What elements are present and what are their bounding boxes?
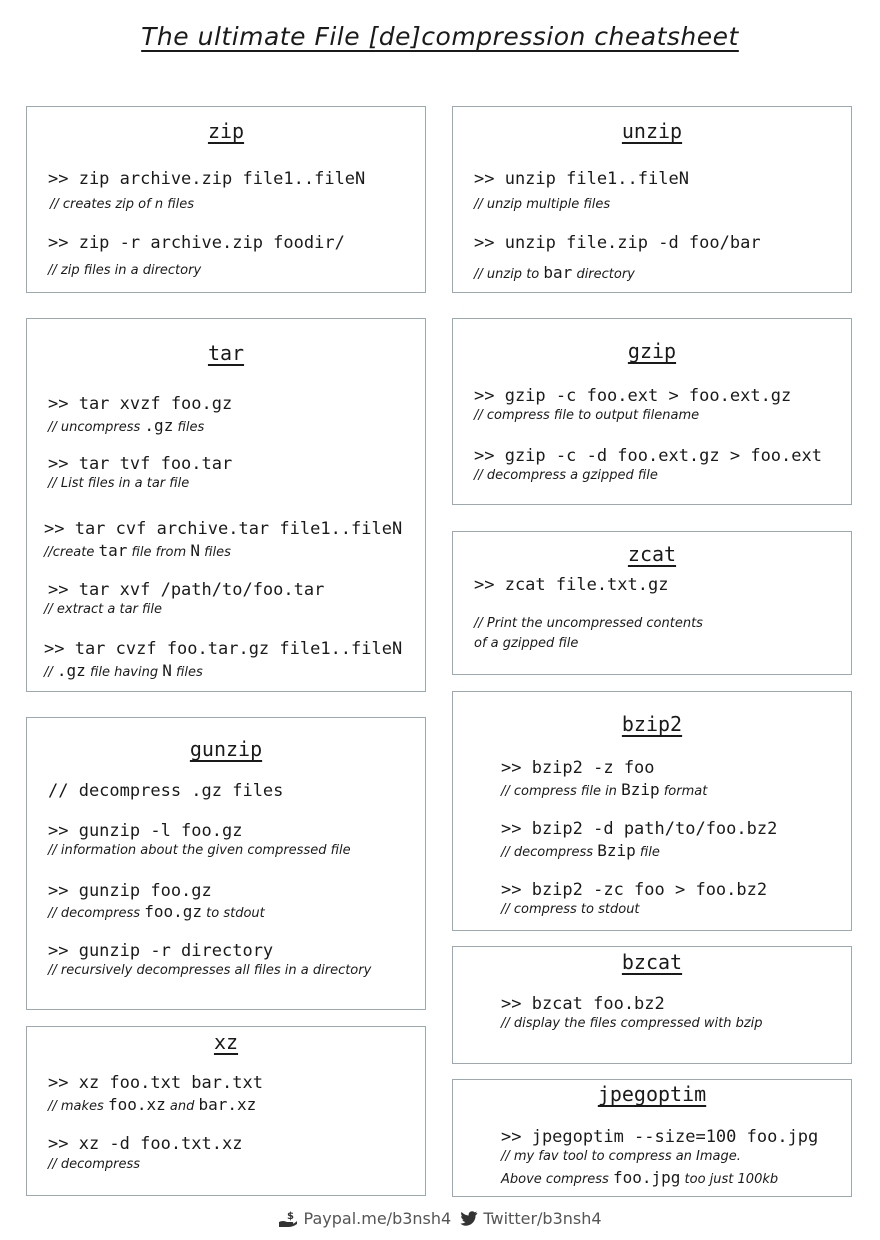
comment-text: to stdout bbox=[206, 906, 265, 921]
paypal-hand-icon bbox=[278, 1210, 298, 1228]
command-line: >> unzip file.zip -d foo/bar bbox=[474, 233, 761, 253]
comment-line: // information about the given compressed file bbox=[48, 843, 351, 858]
command-line: >> tar tvf foo.tar bbox=[48, 454, 233, 474]
card-title-xz: xz bbox=[213, 1030, 239, 1054]
comment-text: // decompress bbox=[48, 906, 141, 921]
comment-text: // bbox=[44, 665, 53, 680]
inline-code: N bbox=[190, 541, 200, 560]
command-line: >> tar cvzf foo.tar.gz file1..fileN bbox=[44, 639, 403, 659]
inline-code: foo.xz bbox=[107, 1095, 166, 1114]
command-line: >> zip -r archive.zip foodir/ bbox=[48, 233, 345, 253]
card-unzip bbox=[452, 106, 852, 293]
comment-line bbox=[48, 902, 265, 921]
command-line: >> xz -d foo.txt.xz bbox=[48, 1134, 243, 1154]
comment-line: // decompress bbox=[48, 1157, 141, 1172]
comment-text: // uncompress bbox=[48, 420, 141, 435]
comment-text: // decompress bbox=[501, 845, 594, 860]
card-zip bbox=[26, 106, 426, 293]
svg-text:$: $ bbox=[287, 1210, 295, 1222]
command-line: >> tar xvf /path/to/foo.tar bbox=[48, 580, 325, 600]
comment-line: // my fav tool to compress an Image. bbox=[501, 1149, 741, 1164]
command-line: >> gzip -c -d foo.ext.gz > foo.ext bbox=[474, 446, 822, 466]
comment-text: and bbox=[169, 1099, 195, 1114]
card-title-bzip2: bzip2 bbox=[621, 712, 683, 736]
command-line: >> gzip -c foo.ext > foo.ext.gz bbox=[474, 386, 792, 406]
card-title-tar: tar bbox=[207, 341, 245, 365]
comment-text: // makes bbox=[48, 1099, 104, 1114]
command-line: >> gunzip -r directory bbox=[48, 941, 274, 961]
command-line: >> zcat file.txt.gz bbox=[474, 575, 669, 595]
inline-code: foo.gz bbox=[144, 902, 202, 921]
card-bzcat bbox=[452, 946, 852, 1064]
command-line: >> unzip file1..fileN bbox=[474, 169, 689, 189]
comment-text: format bbox=[663, 784, 708, 799]
command-line: >> xz foo.txt bar.txt bbox=[48, 1073, 263, 1093]
comment-text: too just 100kb bbox=[684, 1172, 779, 1187]
card-title-zip: zip bbox=[207, 119, 245, 143]
inline-code: .gz bbox=[144, 416, 174, 435]
command-line: >> zip archive.zip file1..fileN bbox=[48, 169, 366, 189]
footer bbox=[0, 1208, 880, 1228]
comment-line bbox=[44, 541, 231, 560]
comment-line bbox=[48, 416, 204, 435]
inline-code: bar bbox=[543, 263, 573, 282]
command-line: >> tar cvf archive.tar file1..fileN bbox=[44, 519, 403, 539]
comment-line bbox=[474, 263, 635, 282]
command-line: >> bzip2 -z foo bbox=[501, 758, 655, 778]
page-title: The ultimate File [de]compression cheatsheet bbox=[141, 22, 739, 51]
comment-line: // Print the uncompressed contents bbox=[474, 616, 703, 631]
comment-line: // List files in a tar file bbox=[48, 476, 190, 491]
command-line: >> gunzip foo.gz bbox=[48, 881, 212, 901]
comment-text: file bbox=[639, 845, 660, 860]
twitter-icon bbox=[460, 1211, 478, 1226]
comment-text: files bbox=[204, 545, 231, 560]
comment-line: of a gzipped file bbox=[474, 636, 579, 651]
inline-code: tar bbox=[98, 541, 128, 560]
card-gunzip bbox=[26, 717, 426, 1010]
comment-line bbox=[501, 780, 707, 799]
card-tar bbox=[26, 318, 426, 692]
command-line: >> gunzip -l foo.gz bbox=[48, 821, 243, 841]
comment-line bbox=[501, 841, 660, 860]
comment-line bbox=[44, 661, 203, 680]
comment-line: // display the files compressed with bzip bbox=[501, 1016, 763, 1031]
card-zcat bbox=[452, 531, 852, 675]
inline-code: N bbox=[162, 661, 172, 680]
comment-line: // unzip multiple files bbox=[474, 197, 611, 212]
command-line: // decompress .gz files bbox=[48, 781, 284, 801]
card-title-bzcat: bzcat bbox=[621, 950, 683, 974]
card-title-jpegoptim: jpegoptim bbox=[597, 1082, 707, 1106]
comment-line bbox=[501, 1168, 778, 1187]
comment-text: //create bbox=[44, 545, 95, 560]
comment-text: file having bbox=[89, 665, 159, 680]
card-title-gzip: gzip bbox=[627, 339, 677, 363]
comment-line: // creates zip of n files bbox=[50, 197, 194, 212]
comment-line bbox=[48, 1095, 256, 1114]
inline-code: Bzip bbox=[597, 841, 636, 860]
comment-line: // recursively decompresses all files in a directory bbox=[48, 963, 372, 978]
card-title-unzip: unzip bbox=[621, 119, 683, 143]
comment-line: // decompress a gzipped file bbox=[474, 468, 658, 483]
command-line: >> bzip2 -d path/to/foo.bz2 bbox=[501, 819, 778, 839]
inline-code: bar.xz bbox=[198, 1095, 257, 1114]
comment-text: directory bbox=[576, 267, 635, 282]
comment-text: file from bbox=[131, 545, 187, 560]
paypal-link[interactable]: Paypal.me/b3nsh4 bbox=[303, 1209, 452, 1228]
command-line: >> jpegoptim --size=100 foo.jpg bbox=[501, 1127, 819, 1147]
command-line: >> bzip2 -zc foo > foo.bz2 bbox=[501, 880, 768, 900]
card-title-gunzip: gunzip bbox=[189, 737, 263, 761]
card-bzip2 bbox=[452, 691, 852, 931]
twitter-link[interactable]: Twitter/b3nsh4 bbox=[483, 1209, 602, 1228]
command-line: >> tar xvzf foo.gz bbox=[48, 394, 233, 414]
comment-line: // compress to stdout bbox=[501, 902, 640, 917]
comment-text: files bbox=[177, 420, 205, 435]
comment-text: // unzip to bbox=[474, 267, 540, 282]
card-title-zcat: zcat bbox=[627, 542, 677, 566]
inline-code: foo.jpg bbox=[612, 1168, 681, 1187]
comment-line: // zip files in a directory bbox=[48, 263, 202, 278]
comment-line: // compress file to output filename bbox=[474, 408, 700, 423]
comment-text: files bbox=[176, 665, 203, 680]
inline-code: .gz bbox=[56, 661, 86, 680]
comment-text: Above compress bbox=[501, 1172, 609, 1187]
card-xz bbox=[26, 1026, 426, 1196]
inline-code: Bzip bbox=[621, 780, 660, 799]
card-gzip bbox=[452, 318, 852, 505]
comment-text: // compress file in bbox=[501, 784, 617, 799]
comment-line: // extract a tar file bbox=[44, 602, 163, 617]
command-line: >> bzcat foo.bz2 bbox=[501, 994, 665, 1014]
card-jpegoptim bbox=[452, 1079, 852, 1197]
